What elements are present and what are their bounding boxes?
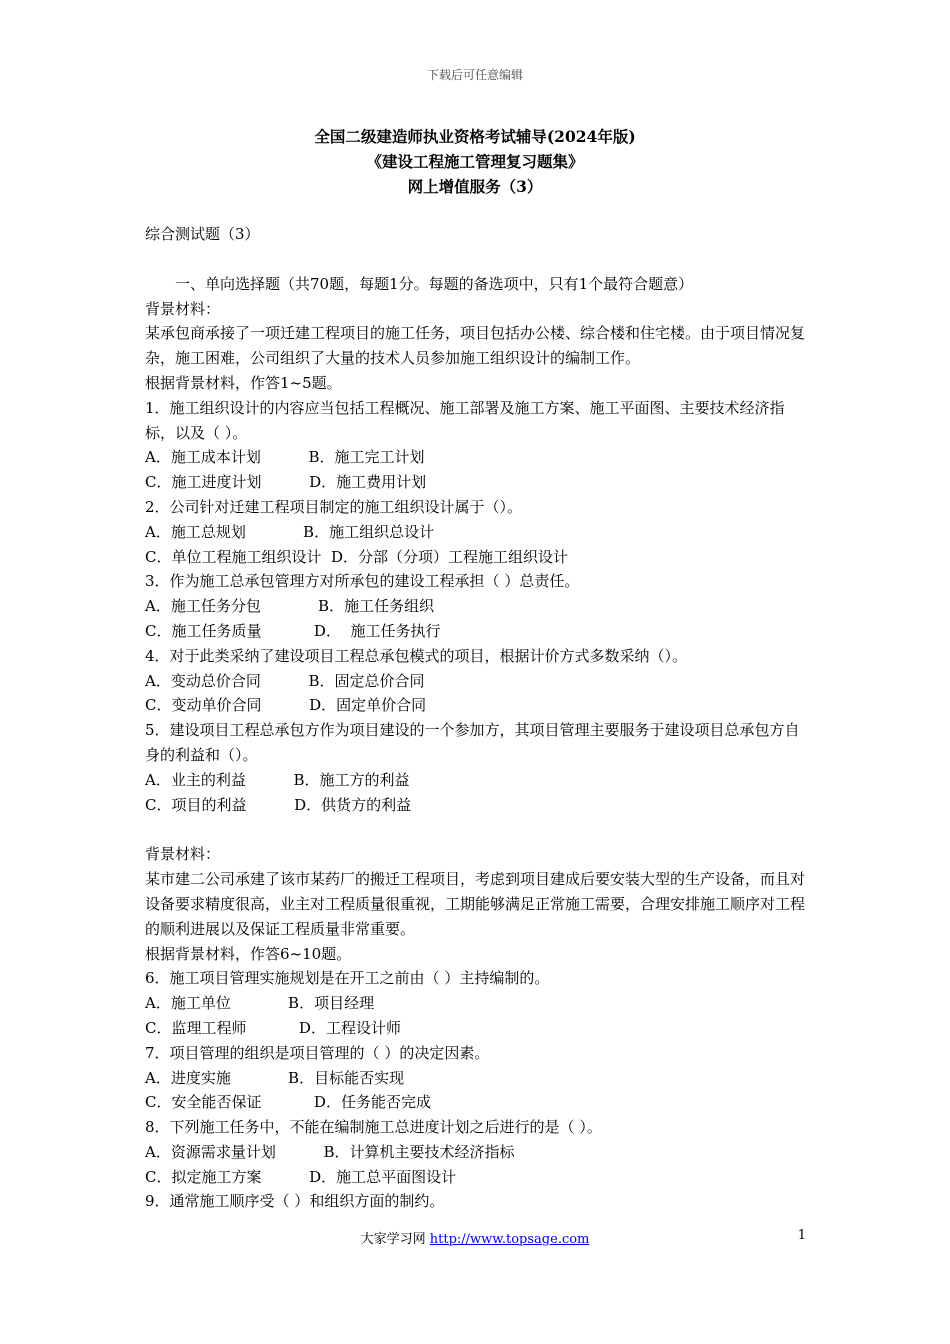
question-options-3a: A．施工任务分包 B．施工任务组织 [145, 597, 435, 616]
background-label-2: 背景材料： [145, 845, 221, 864]
document-body [145, 222, 807, 1214]
question-options-5b: C．项目的利益 D．供货方的利益 [145, 795, 412, 814]
question-options-4a: A．变动总价合同 B．固定总价合同 [145, 671, 425, 690]
page-footer [0, 1228, 950, 1247]
question-options-7b: C．安全能否保证 D．任务能否完成 [145, 1093, 431, 1112]
page-header-note: 下载后可任意编辑 [426, 68, 523, 82]
footer-link[interactable]: http://www.topsage.com [429, 1232, 590, 1247]
instruction-2: 根据背景材料，作答6~10题。 [145, 944, 352, 963]
question-options-5a: A．业主的利益 B．施工方的利益 [145, 770, 410, 789]
question-stem-2: 2．公司针对迁建工程项目制定的施工组织设计属于（）。 [145, 497, 523, 516]
part-heading: 一、单向选择题（共70题，每题1分。每题的备选项中，只有1个最符合题意） [175, 274, 694, 293]
title-line-3: 网上增值服务（3） [407, 177, 543, 196]
question-options-6a: A．施工单位 B．项目经理 [145, 994, 375, 1013]
section-title: 综合测试题（3） [145, 225, 260, 243]
page-number: 1 [797, 1228, 806, 1243]
question-stem-9: 9．通常施工顺序受（ ）和组织方面的制约。 [145, 1192, 445, 1211]
question-options-8a: A．资源需求量计划 B．计算机主要技术经济指标 [145, 1142, 515, 1161]
instruction-1: 根据背景材料，作答1~5题。 [145, 373, 342, 392]
question-options-2a: A．施工总规划 B．施工组织总设计 [145, 522, 435, 541]
question-stem-3: 3．作为施工总承包管理方对所承包的建设工程承担（ ）总责任。 [145, 572, 580, 591]
question-options-7a: A．进度实施 B．目标能否实现 [145, 1068, 405, 1087]
background-text-1: 某承包商承接了一项迁建工程项目的施工任务，项目包括办公楼、综合楼和住宅楼。由于项目情况复杂，施工困难，公司组织了大量的技术人员参加施工组织设计的编制工作。 [145, 324, 806, 368]
question-options-1a: A．施工成本计划 B．施工完工计划 [145, 448, 425, 467]
question-options-8b: C．拟定施工方案 D．施工总平面图设计 [145, 1167, 457, 1186]
question-stem-8: 8．下列施工任务中，不能在编制施工总进度计划之后进行的是（ ）。 [145, 1118, 602, 1137]
question-options-4b: C．变动单价合同 D．固定单价合同 [145, 696, 427, 715]
footer-site-name: 大家学习网 [360, 1232, 430, 1247]
question-options-2b: C．单位工程施工组织设计 D．分部（分项）工程施工组织设计 [145, 547, 569, 566]
background-text-2: 某市建二公司承建了该市某药厂的搬迁工程项目，考虑到项目建成后要安装大型的生产设备，而且对设备要求精度很高，业主对工程质量很重视，工期能够满足正常施工需要，合理安排施工顺序对工程的顺利进展以及保证工程质量非常重要。 [145, 870, 806, 938]
question-stem-5: 5．建设项目工程总承包方作为项目建设的一个参加方，其项目管理主要服务于建设项目总承包方自身的利益和（）。 [145, 721, 800, 764]
question-options-6b: C．监理工程师 D．工程设计师 [145, 1018, 401, 1037]
background-label-1: 背景材料： [145, 299, 221, 318]
title-line-2: 《建设工程施工管理复习题集》 [366, 152, 584, 171]
question-stem-6: 6．施工项目管理实施规划是在开工之前由（ ）主持编制的。 [145, 969, 550, 988]
question-options-1b: C．施工进度计划 D．施工费用计划 [145, 473, 427, 492]
document-title [0, 124, 950, 199]
question-options-3b: C．施工任务质量 D． 施工任务执行 [145, 621, 441, 640]
question-stem-4: 4．对于此类采纳了建设项目工程总承包模式的项目，根据计价方式多数采纳（）。 [145, 646, 688, 665]
question-stem-1: 1．施工组织设计的内容应当包括工程概况、施工部署及施工方案、施工平面图、主要技术经济指标，以及（ ）。 [145, 398, 785, 442]
question-stem-7: 7．项目管理的组织是项目管理的（ ）的决定因素。 [145, 1043, 490, 1062]
title-line-1: 全国二级建造师执业资格考试辅导(2024年版) [314, 127, 636, 146]
